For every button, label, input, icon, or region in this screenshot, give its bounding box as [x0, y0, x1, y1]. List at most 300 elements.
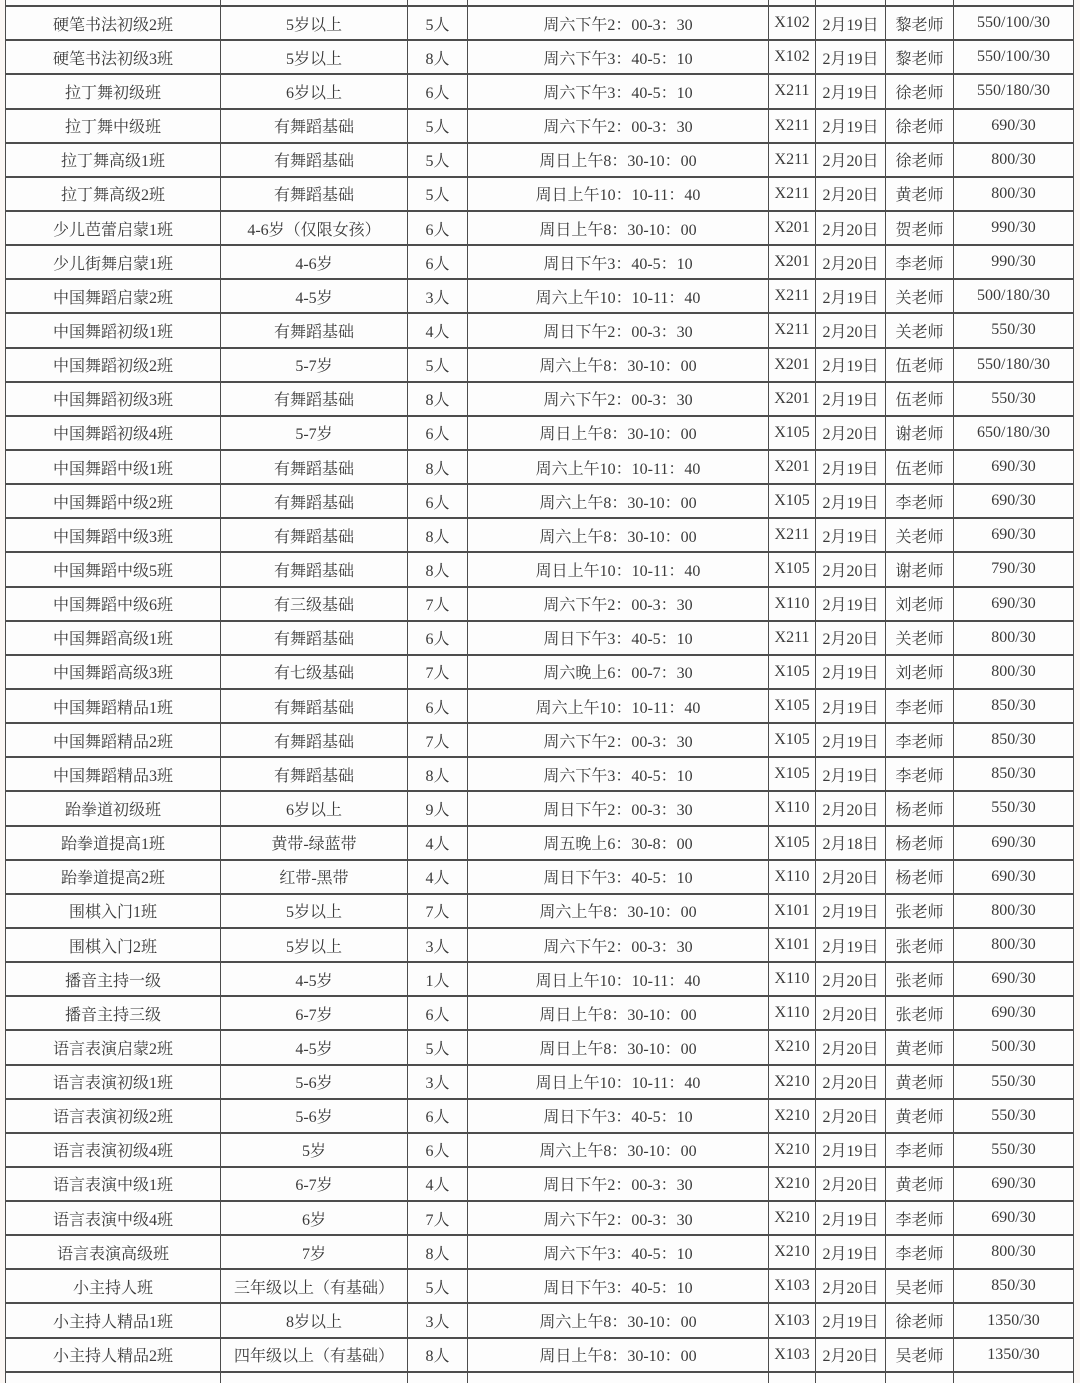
cell-date: 2月20日	[816, 1167, 886, 1201]
cell-date: 2月19日	[816, 74, 886, 108]
cell-name: 围棋入门1班	[6, 894, 221, 928]
cell-date: 2月19日	[816, 109, 886, 143]
cell-price: 550/180/30	[954, 74, 1074, 108]
table-row	[6, 484, 1074, 518]
cell-name: 语言表演中级4班	[6, 1201, 221, 1235]
cell-time: 周六下午2：00-3：30	[468, 382, 769, 416]
cell-date: 2月20日	[816, 621, 886, 655]
cell-name: 硬笔书法初级3班	[6, 40, 221, 74]
table-row	[6, 1269, 1074, 1303]
cell-date: 2月20日	[816, 791, 886, 825]
cell-teacher: 黎老师	[886, 6, 954, 40]
cell-size: 1人	[408, 962, 468, 996]
cell-room: X211	[769, 313, 816, 347]
cell-name: 中国舞蹈启蒙2班	[6, 279, 221, 313]
table-row	[6, 313, 1074, 347]
cell-time: 周六下午2：00-3：30	[468, 109, 769, 143]
cell-size: 8人	[408, 1338, 468, 1372]
cell-room: X211	[769, 279, 816, 313]
cell-time: 周日上午10：10-11：40	[468, 1065, 769, 1099]
cell-room: X101	[769, 928, 816, 962]
cell-room: X211	[769, 143, 816, 177]
cell-time: 周六下午3：40-5：10	[468, 1235, 769, 1269]
cell-teacher: 伍老师	[886, 348, 954, 382]
cell-room: X201	[769, 211, 816, 245]
cell-price: 550/30	[954, 1133, 1074, 1167]
cell-size: 5人	[408, 1030, 468, 1064]
cell-date: 2月19日	[816, 757, 886, 791]
cell-name: 围棋入门2班	[6, 928, 221, 962]
cell-room: X210	[769, 1167, 816, 1201]
cell-size: 5人	[408, 109, 468, 143]
cell-room: X103	[769, 1269, 816, 1303]
table-row	[6, 723, 1074, 757]
cell-time: 周六上午8：30-10：00	[468, 518, 769, 552]
cell-room: X110	[769, 587, 816, 621]
cell-date: 2月20日	[816, 1030, 886, 1064]
cell-name: 语言表演初级2班	[6, 1099, 221, 1133]
table-row	[6, 1167, 1074, 1201]
cell-age: 有舞蹈基础	[221, 689, 408, 723]
cell-name: 中国舞蹈高级3班	[6, 655, 221, 689]
cell-age: 5-6岁	[221, 1099, 408, 1133]
cell-price	[954, 1372, 1074, 1383]
cell-size: 6人	[408, 1099, 468, 1133]
cell-name: 中国舞蹈精品1班	[6, 689, 221, 723]
table-row	[6, 587, 1074, 621]
cell-size: 5人	[408, 348, 468, 382]
cell-size: 7人	[408, 587, 468, 621]
cell-size: 6人	[408, 1133, 468, 1167]
table-row	[6, 655, 1074, 689]
cell-price: 1350/30	[954, 1303, 1074, 1337]
cell-teacher: 黄老师	[886, 1167, 954, 1201]
cell-age: 6岁以上	[221, 74, 408, 108]
cell-time: 周六下午3：40-5：10	[468, 40, 769, 74]
cell-size: 8人	[408, 40, 468, 74]
cell-time: 周日下午3：40-5：10	[468, 860, 769, 894]
table-row	[6, 928, 1074, 962]
cell-size: 3人	[408, 1065, 468, 1099]
cell-price: 550/30	[954, 1065, 1074, 1099]
cell-name: 中国舞蹈初级1班	[6, 313, 221, 347]
table-row	[6, 1030, 1074, 1064]
cell-time: 周日下午2：00-3：30	[468, 313, 769, 347]
cell-time: 周六下午2：00-3：30	[468, 723, 769, 757]
cell-time: 周六下午2：00-3：30	[468, 928, 769, 962]
cell-price: 690/30	[954, 450, 1074, 484]
cell-size: 7人	[408, 894, 468, 928]
cell-time: 周日上午10：10-11：40	[468, 962, 769, 996]
cell-age: 有舞蹈基础	[221, 177, 408, 211]
cell-teacher: 李老师	[886, 689, 954, 723]
cell-name: 中国舞蹈精品3班	[6, 757, 221, 791]
cell-room: X210	[769, 1235, 816, 1269]
cell-time: 周日上午8：30-10：00	[468, 416, 769, 450]
cell-time: 周六上午8：30-10：00	[468, 348, 769, 382]
table-row	[6, 621, 1074, 655]
cell-teacher: 刘老师	[886, 655, 954, 689]
cell-price: 850/30	[954, 689, 1074, 723]
cell-room: X211	[769, 177, 816, 211]
table-row	[6, 860, 1074, 894]
cell-name: 少儿芭蕾启蒙1班	[6, 211, 221, 245]
cell-date: 2月20日	[816, 962, 886, 996]
cell-room: X105	[769, 826, 816, 860]
cell-date: 2月19日	[816, 518, 886, 552]
cell-date: 2月19日	[816, 450, 886, 484]
cell-teacher: 李老师	[886, 1235, 954, 1269]
cell-date: 2月19日	[816, 1201, 886, 1235]
cell-date: 2月20日	[816, 996, 886, 1030]
cell-price: 800/30	[954, 177, 1074, 211]
cell-age: 有舞蹈基础	[221, 723, 408, 757]
cell-date: 2月20日	[816, 1099, 886, 1133]
cell-teacher: 徐老师	[886, 1303, 954, 1337]
cell-price: 550/30	[954, 791, 1074, 825]
cell-name: 小主持人精品2班	[6, 1338, 221, 1372]
cell-price: 690/30	[954, 484, 1074, 518]
cell-price: 550/180/30	[954, 348, 1074, 382]
cell-size: 4人	[408, 1167, 468, 1201]
cell-room: X110	[769, 791, 816, 825]
cell-teacher: 李老师	[886, 723, 954, 757]
cell-age: 6岁	[221, 1201, 408, 1235]
cell-size: 3人	[408, 279, 468, 313]
cell-price: 990/30	[954, 245, 1074, 279]
cell-name: 中国舞蹈中级3班	[6, 518, 221, 552]
cell-time: 周日上午8：30-10：00	[468, 1338, 769, 1372]
cell-name: 中国舞蹈初级3班	[6, 382, 221, 416]
cell-age: 有舞蹈基础	[221, 109, 408, 143]
cell-name: 中国舞蹈精品2班	[6, 723, 221, 757]
cell-room: X102	[769, 6, 816, 40]
table-row	[6, 6, 1074, 40]
cell-date: 2月19日	[816, 894, 886, 928]
cell-time: 周六下午3：40-5：10	[468, 74, 769, 108]
cell-name: 小主持人班	[6, 1269, 221, 1303]
cell-size: 4人	[408, 826, 468, 860]
cell-room: X210	[769, 1099, 816, 1133]
cell-price: 690/30	[954, 109, 1074, 143]
cell-size: 3人	[408, 928, 468, 962]
table-row	[6, 245, 1074, 279]
cell-teacher: 张老师	[886, 928, 954, 962]
table-row	[6, 791, 1074, 825]
cell-name: 语言表演初级4班	[6, 1133, 221, 1167]
cell-teacher: 徐老师	[886, 74, 954, 108]
cell-room: X201	[769, 245, 816, 279]
cell-teacher	[886, 1372, 954, 1383]
cell-price: 800/30	[954, 655, 1074, 689]
cell-date: 2月19日	[816, 279, 886, 313]
cell-age: 有舞蹈基础	[221, 382, 408, 416]
cell-teacher: 吴老师	[886, 1338, 954, 1372]
cell-price: 850/30	[954, 723, 1074, 757]
cell-size: 8人	[408, 757, 468, 791]
cell-price: 800/30	[954, 928, 1074, 962]
cell-teacher: 张老师	[886, 894, 954, 928]
cell-age: 有舞蹈基础	[221, 484, 408, 518]
cell-price: 650/180/30	[954, 416, 1074, 450]
cell-size: 6人	[408, 689, 468, 723]
cell-time: 周六下午2：00-3：30	[468, 1201, 769, 1235]
cell-teacher: 谢老师	[886, 552, 954, 586]
cell-teacher: 黄老师	[886, 177, 954, 211]
cell-time: 周日上午8：30-10：00	[468, 143, 769, 177]
cell-teacher: 李老师	[886, 484, 954, 518]
cell-age	[221, 1372, 408, 1383]
cell-room: X105	[769, 689, 816, 723]
cell-room: X210	[769, 1201, 816, 1235]
cell-room: X210	[769, 1133, 816, 1167]
table-row	[6, 996, 1074, 1030]
cell-time: 周日下午3：40-5：10	[468, 621, 769, 655]
cell-price: 550/100/30	[954, 6, 1074, 40]
cell-time: 周六晚上6：00-7：30	[468, 655, 769, 689]
cell-room: X211	[769, 518, 816, 552]
cell-size: 6人	[408, 416, 468, 450]
cell-time	[468, 1372, 769, 1383]
table-row	[6, 74, 1074, 108]
cell-price: 690/30	[954, 826, 1074, 860]
cell-date: 2月20日	[816, 860, 886, 894]
table-row	[6, 1099, 1074, 1133]
cell-room: X103	[769, 1338, 816, 1372]
cell-age: 四年级以上（有基础）	[221, 1338, 408, 1372]
table-row	[6, 1303, 1074, 1337]
cell-price: 690/30	[954, 1167, 1074, 1201]
cell-teacher: 黎老师	[886, 40, 954, 74]
cell-date: 2月19日	[816, 655, 886, 689]
cell-price: 690/30	[954, 518, 1074, 552]
cell-time: 周六上午8：30-10：00	[468, 1133, 769, 1167]
table-row	[6, 894, 1074, 928]
table-row	[6, 143, 1074, 177]
cell-size: 8人	[408, 382, 468, 416]
cell-room: X105	[769, 723, 816, 757]
cell-teacher: 关老师	[886, 621, 954, 655]
cell-room: X211	[769, 621, 816, 655]
cell-age: 有舞蹈基础	[221, 143, 408, 177]
cell-teacher: 徐老师	[886, 109, 954, 143]
cell-age: 5岁以上	[221, 40, 408, 74]
cell-size: 4人	[408, 860, 468, 894]
table-row	[6, 279, 1074, 313]
cell-teacher: 李老师	[886, 1201, 954, 1235]
cell-size: 9人	[408, 791, 468, 825]
cell-date: 2月20日	[816, 245, 886, 279]
cell-age: 6岁以上	[221, 791, 408, 825]
table-row	[6, 109, 1074, 143]
cell-price: 690/30	[954, 996, 1074, 1030]
table-row	[6, 689, 1074, 723]
cell-price: 500/30	[954, 1030, 1074, 1064]
cell-room: X103	[769, 1303, 816, 1337]
cell-date: 2月20日	[816, 177, 886, 211]
cell-room: X201	[769, 348, 816, 382]
cell-name: 中国舞蹈中级2班	[6, 484, 221, 518]
cell-age: 有舞蹈基础	[221, 552, 408, 586]
table-row	[6, 40, 1074, 74]
cell-size: 8人	[408, 518, 468, 552]
cell-size: 6人	[408, 484, 468, 518]
cell-time: 周日上午8：30-10：00	[468, 996, 769, 1030]
cell-teacher: 杨老师	[886, 826, 954, 860]
cell-price: 800/30	[954, 894, 1074, 928]
cell-room: X105	[769, 484, 816, 518]
cell-age: 有舞蹈基础	[221, 518, 408, 552]
cell-time: 周日下午3：40-5：10	[468, 1269, 769, 1303]
cell-teacher: 李老师	[886, 245, 954, 279]
cell-size	[408, 1372, 468, 1383]
cell-room: X210	[769, 1030, 816, 1064]
cell-room: X110	[769, 860, 816, 894]
cell-size: 5人	[408, 143, 468, 177]
cell-room: X211	[769, 74, 816, 108]
cell-room: X110	[769, 996, 816, 1030]
cell-age: 4-5岁	[221, 1030, 408, 1064]
cell-teacher: 吴老师	[886, 1269, 954, 1303]
cell-age: 有舞蹈基础	[221, 621, 408, 655]
cell-age: 有舞蹈基础	[221, 757, 408, 791]
cell-name: 拉丁舞高级1班	[6, 143, 221, 177]
cell-age: 4-5岁	[221, 962, 408, 996]
cell-time: 周六下午2：00-3：30	[468, 6, 769, 40]
cell-price: 550/100/30	[954, 40, 1074, 74]
cell-size: 8人	[408, 1235, 468, 1269]
cell-age: 有七级基础	[221, 655, 408, 689]
table-row	[6, 552, 1074, 586]
cell-price: 550/30	[954, 1099, 1074, 1133]
table-row	[6, 826, 1074, 860]
cell-time: 周六上午8：30-10：00	[468, 1303, 769, 1337]
cell-time: 周日上午10：10-11：40	[468, 177, 769, 211]
cell-size: 6人	[408, 996, 468, 1030]
cell-teacher: 贺老师	[886, 211, 954, 245]
cell-date: 2月19日	[816, 484, 886, 518]
cell-name: 跆拳道初级班	[6, 791, 221, 825]
cell-date: 2月19日	[816, 723, 886, 757]
cell-name: 拉丁舞中级班	[6, 109, 221, 143]
table-row	[6, 1065, 1074, 1099]
cell-name: 中国舞蹈中级1班	[6, 450, 221, 484]
cell-room: X201	[769, 382, 816, 416]
cell-name: 中国舞蹈中级6班	[6, 587, 221, 621]
cell-age: 黄带-绿蓝带	[221, 826, 408, 860]
cell-age: 6-7岁	[221, 1167, 408, 1201]
cell-time: 周日下午2：00-3：30	[468, 791, 769, 825]
cell-age: 有舞蹈基础	[221, 313, 408, 347]
cell-name: 少儿街舞启蒙1班	[6, 245, 221, 279]
cell-room: X201	[769, 450, 816, 484]
cell-date: 2月19日	[816, 1303, 886, 1337]
cell-age: 5岁以上	[221, 928, 408, 962]
table-row	[6, 348, 1074, 382]
cell-name: 中国舞蹈高级1班	[6, 621, 221, 655]
cell-price: 550/30	[954, 382, 1074, 416]
cell-date: 2月19日	[816, 587, 886, 621]
cell-time: 周日上午8：30-10：00	[468, 211, 769, 245]
cell-size: 6人	[408, 621, 468, 655]
cell-time: 周日下午3：40-5：10	[468, 1099, 769, 1133]
cell-price: 690/30	[954, 587, 1074, 621]
cell-date: 2月19日	[816, 382, 886, 416]
schedule-table-body	[6, 0, 1074, 1383]
cell-teacher: 伍老师	[886, 450, 954, 484]
table-row	[6, 382, 1074, 416]
cell-price: 850/30	[954, 757, 1074, 791]
cell-age: 4-6岁（仅限女孩）	[221, 211, 408, 245]
table-row	[6, 211, 1074, 245]
cell-price: 800/30	[954, 143, 1074, 177]
cell-size: 4人	[408, 313, 468, 347]
cell-size: 6人	[408, 211, 468, 245]
cell-room: X105	[769, 552, 816, 586]
cell-time: 周日上午8：30-10：00	[468, 1030, 769, 1064]
cell-name: 中国舞蹈初级4班	[6, 416, 221, 450]
cell-age: 有三级基础	[221, 587, 408, 621]
cell-size: 6人	[408, 74, 468, 108]
cell-price: 850/30	[954, 1269, 1074, 1303]
cell-room: X110	[769, 962, 816, 996]
cell-time: 周五晚上6：30-8：00	[468, 826, 769, 860]
cell-name: 拉丁舞初级班	[6, 74, 221, 108]
cell-name: 语言表演启蒙2班	[6, 1030, 221, 1064]
cell-date: 2月20日	[816, 143, 886, 177]
cell-time: 周六上午10：10-11：40	[468, 450, 769, 484]
cell-age: 5-6岁	[221, 1065, 408, 1099]
cell-room: X210	[769, 1065, 816, 1099]
cell-teacher: 张老师	[886, 962, 954, 996]
cell-teacher: 杨老师	[886, 860, 954, 894]
cell-name: 跆拳道提高1班	[6, 826, 221, 860]
cell-price: 690/30	[954, 1201, 1074, 1235]
cell-time: 周六下午2：00-3：30	[468, 587, 769, 621]
cell-date: 2月19日	[816, 1133, 886, 1167]
table-row	[6, 1235, 1074, 1269]
cell-date: 2月19日	[816, 1235, 886, 1269]
cell-age: 6-7岁	[221, 996, 408, 1030]
cell-time: 周六下午3：40-5：10	[468, 757, 769, 791]
cell-name: 播音主持一级	[6, 962, 221, 996]
cell-date: 2月19日	[816, 6, 886, 40]
cell-size: 8人	[408, 552, 468, 586]
cell-name: 语言表演高级班	[6, 1235, 221, 1269]
cell-name: 播音主持三级	[6, 996, 221, 1030]
cell-price: 990/30	[954, 211, 1074, 245]
cell-teacher: 李老师	[886, 757, 954, 791]
cell-teacher: 杨老师	[886, 791, 954, 825]
cell-name	[6, 1372, 221, 1383]
cell-room: X105	[769, 655, 816, 689]
cell-size: 3人	[408, 1303, 468, 1337]
cell-room: X101	[769, 894, 816, 928]
cell-teacher: 关老师	[886, 313, 954, 347]
cell-age: 4-5岁	[221, 279, 408, 313]
cell-date: 2月18日	[816, 826, 886, 860]
cell-price: 800/30	[954, 1235, 1074, 1269]
cell-teacher: 黄老师	[886, 1065, 954, 1099]
cell-teacher: 黄老师	[886, 1099, 954, 1133]
cell-date: 2月19日	[816, 689, 886, 723]
cell-age: 4-6岁	[221, 245, 408, 279]
cell-price: 690/30	[954, 962, 1074, 996]
cell-size: 5人	[408, 177, 468, 211]
cell-date: 2月20日	[816, 416, 886, 450]
cell-age: 有舞蹈基础	[221, 450, 408, 484]
cell-teacher: 徐老师	[886, 143, 954, 177]
